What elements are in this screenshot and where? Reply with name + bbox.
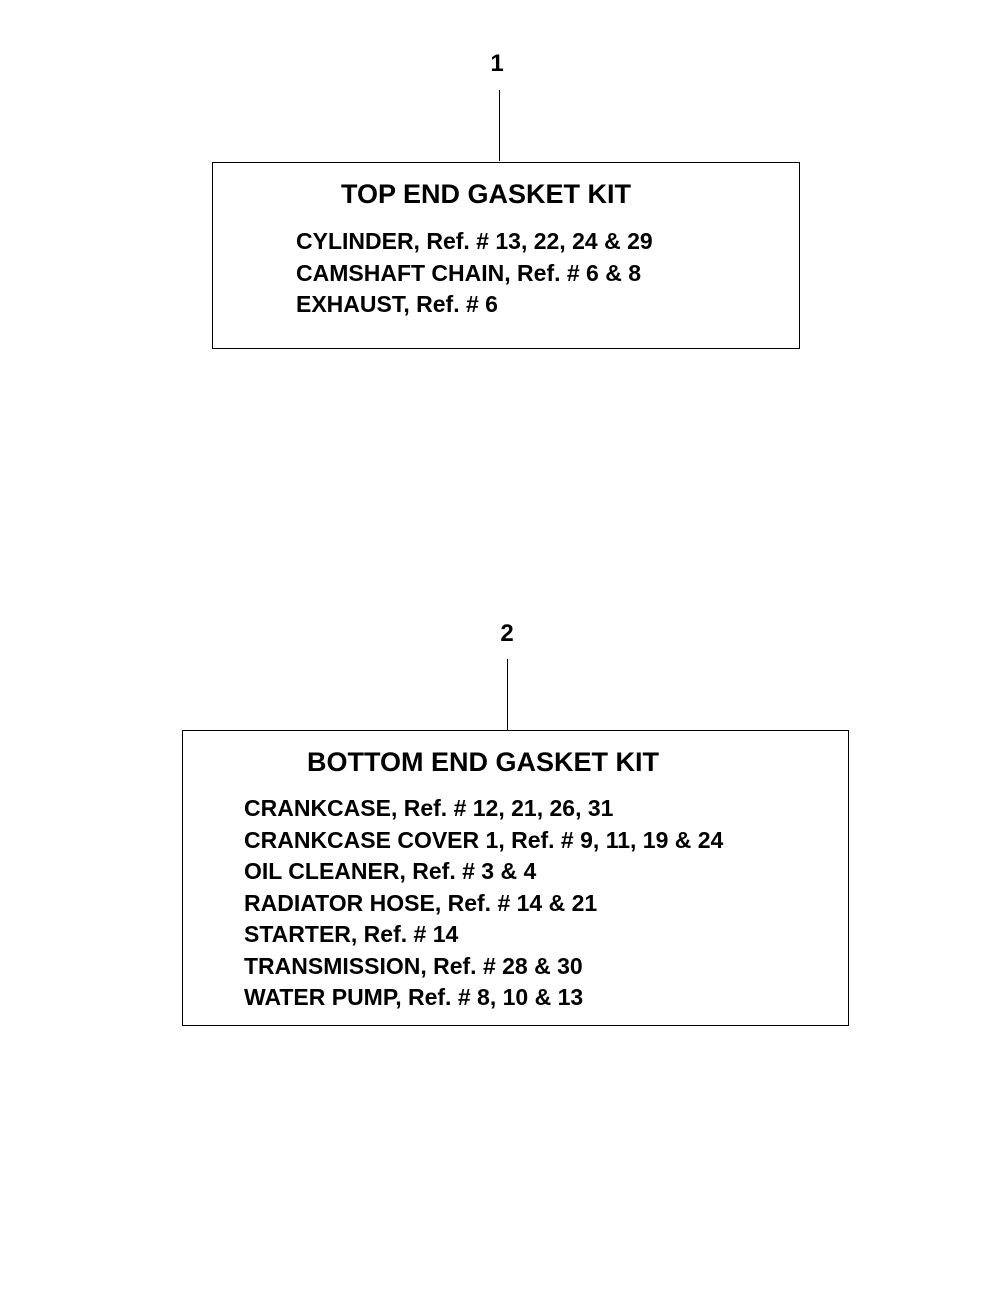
callout-number-1: 1	[490, 50, 504, 77]
kit-line-water-pump: WATER PUMP, Ref. # 8, 10 & 13	[244, 984, 584, 1010]
kit-title-top-end: TOP END GASKET KIT	[341, 179, 632, 209]
kit-line-oil-cleaner: OIL CLEANER, Ref. # 3 & 4	[244, 858, 537, 884]
bottom-end-gasket-kit-box	[182, 730, 849, 1026]
kit-line-crankcase: CRANKCASE, Ref. # 12, 21, 26, 31	[244, 795, 614, 821]
kit-line-exhaust: EXHAUST, Ref. # 6	[296, 291, 498, 317]
kit-contents-list-bottom-end	[244, 793, 723, 1014]
leader-line-2	[507, 659, 508, 730]
kit-line-radiator-hose: RADIATOR HOSE, Ref. # 14 & 21	[244, 889, 598, 916]
kit-line-camshaft-chain: CAMSHAFT CHAIN, Ref. # 6 & 8	[296, 259, 642, 286]
top-end-gasket-kit-box	[212, 162, 800, 349]
leader-line-1	[499, 90, 500, 161]
kit-line-starter: STARTER, Ref. # 14	[244, 921, 459, 947]
kit-contents-list-top-end	[296, 226, 653, 321]
kit-title-bottom-end: BOTTOM END GASKET KIT	[307, 747, 660, 777]
callout-number-2: 2	[500, 620, 514, 647]
kit-line-cylinder: CYLINDER, Ref. # 13, 22, 24 & 29	[296, 228, 653, 254]
kit-line-crankcase-cover: CRANKCASE COVER 1, Ref. # 9, 11, 19 & 24	[244, 826, 724, 853]
kit-line-transmission: TRANSMISSION, Ref. # 28 & 30	[244, 952, 583, 979]
